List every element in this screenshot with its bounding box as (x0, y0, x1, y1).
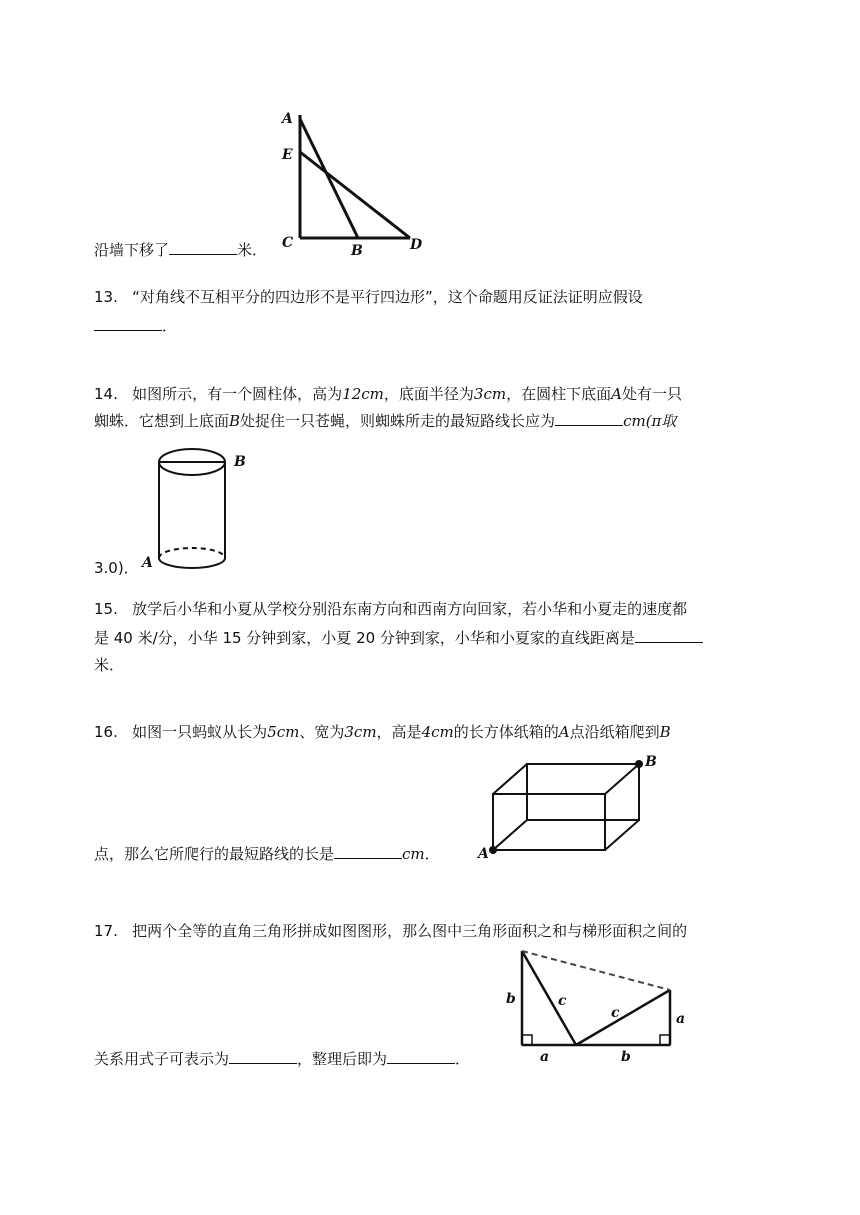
front-face (493, 794, 605, 850)
q15-line1: 15. 放学后小华和小夏从学校分别沿东南方向和西南方向回家，若小华和小夏走的速度都 (94, 600, 688, 618)
answer-blank[interactable] (555, 411, 623, 426)
back-face (527, 764, 639, 820)
point-a (489, 846, 497, 854)
q16-line2: 点，那么它所爬行的最短路线的长是 cm． (94, 845, 440, 863)
edge-bl (493, 820, 527, 850)
box-figure (478, 750, 668, 860)
point-b (635, 760, 643, 768)
q14-line2: 蜘蛛．它想到上底面B处捉住一只苍蝇，则蜘蛛所走的最短路线长应为 cm(π取 (94, 412, 677, 430)
q14-line1: 14. 如图所示，有一个圆柱体，高为12cm，底面半径为3cm，在圆柱下底面A处有一只 (94, 385, 682, 403)
answer-blank[interactable] (635, 628, 703, 643)
q17-line2: 关系用式子可表示为 ，整理后即为 ． (94, 1050, 471, 1068)
label-d: D (410, 237, 423, 253)
bottom-back (159, 548, 225, 558)
label-b: B (645, 754, 657, 770)
q13-line2: ． (94, 315, 177, 337)
answer-blank[interactable] (387, 1049, 455, 1064)
ladder-figure (278, 105, 438, 259)
trapezoid-figure (500, 945, 690, 1070)
hypotenuse-2 (576, 990, 670, 1045)
q15-line3: 米． (94, 656, 125, 674)
bottom-front (159, 558, 225, 568)
label-a: A (142, 555, 153, 571)
label-a-right: a (676, 1011, 686, 1027)
label-b-bottom: b (621, 1049, 631, 1065)
label-e: E (282, 147, 293, 163)
right-angle-right (660, 1035, 670, 1045)
label-b-left: b (506, 991, 516, 1007)
edge-tr (605, 764, 639, 794)
label-c-1: c (558, 993, 567, 1009)
label-c-2: c (611, 1005, 620, 1021)
q14-line3: 3.0)． (94, 559, 139, 577)
label-c: C (282, 235, 294, 251)
q16-line1: 16. 如图一只蚂蚁从长为5cm、宽为3cm，高是4cm的长方体纸箱的A点沿纸箱爬到B (94, 723, 671, 741)
cylinder-figure (140, 440, 260, 570)
dashed-top (522, 951, 670, 990)
answer-blank[interactable] (229, 1049, 297, 1064)
answer-blank[interactable] (94, 316, 162, 331)
ladder-ed (300, 152, 410, 238)
edge-tl (493, 764, 527, 794)
hypotenuse-1 (522, 951, 576, 1045)
q12-tail: 沿墙下移了 米． (94, 241, 268, 259)
label-a: A (282, 111, 293, 127)
ladder-ab (300, 119, 358, 238)
answer-blank[interactable] (334, 844, 402, 859)
answer-blank[interactable] (169, 240, 237, 255)
right-angle-left (522, 1035, 532, 1045)
label-b: B (351, 243, 363, 259)
q13-line1: 13. “对角线不互相平分的四边形不是平行四边形”，这个命题用反证法证明应假设 (94, 288, 643, 306)
edge-br (605, 820, 639, 850)
q15-line2: 是 40 米/分，小华 15 分钟到家，小夏 20 分钟到家，小华和小夏家的直线距离是 (94, 627, 703, 649)
label-b: B (234, 454, 246, 470)
label-a-bottom: a (540, 1049, 550, 1065)
q17-line1: 17. 把两个全等的直角三角形拼成如图图形，那么图中三角形面积之和与梯形面积之间的 (94, 922, 688, 940)
label-a: A (478, 846, 489, 862)
